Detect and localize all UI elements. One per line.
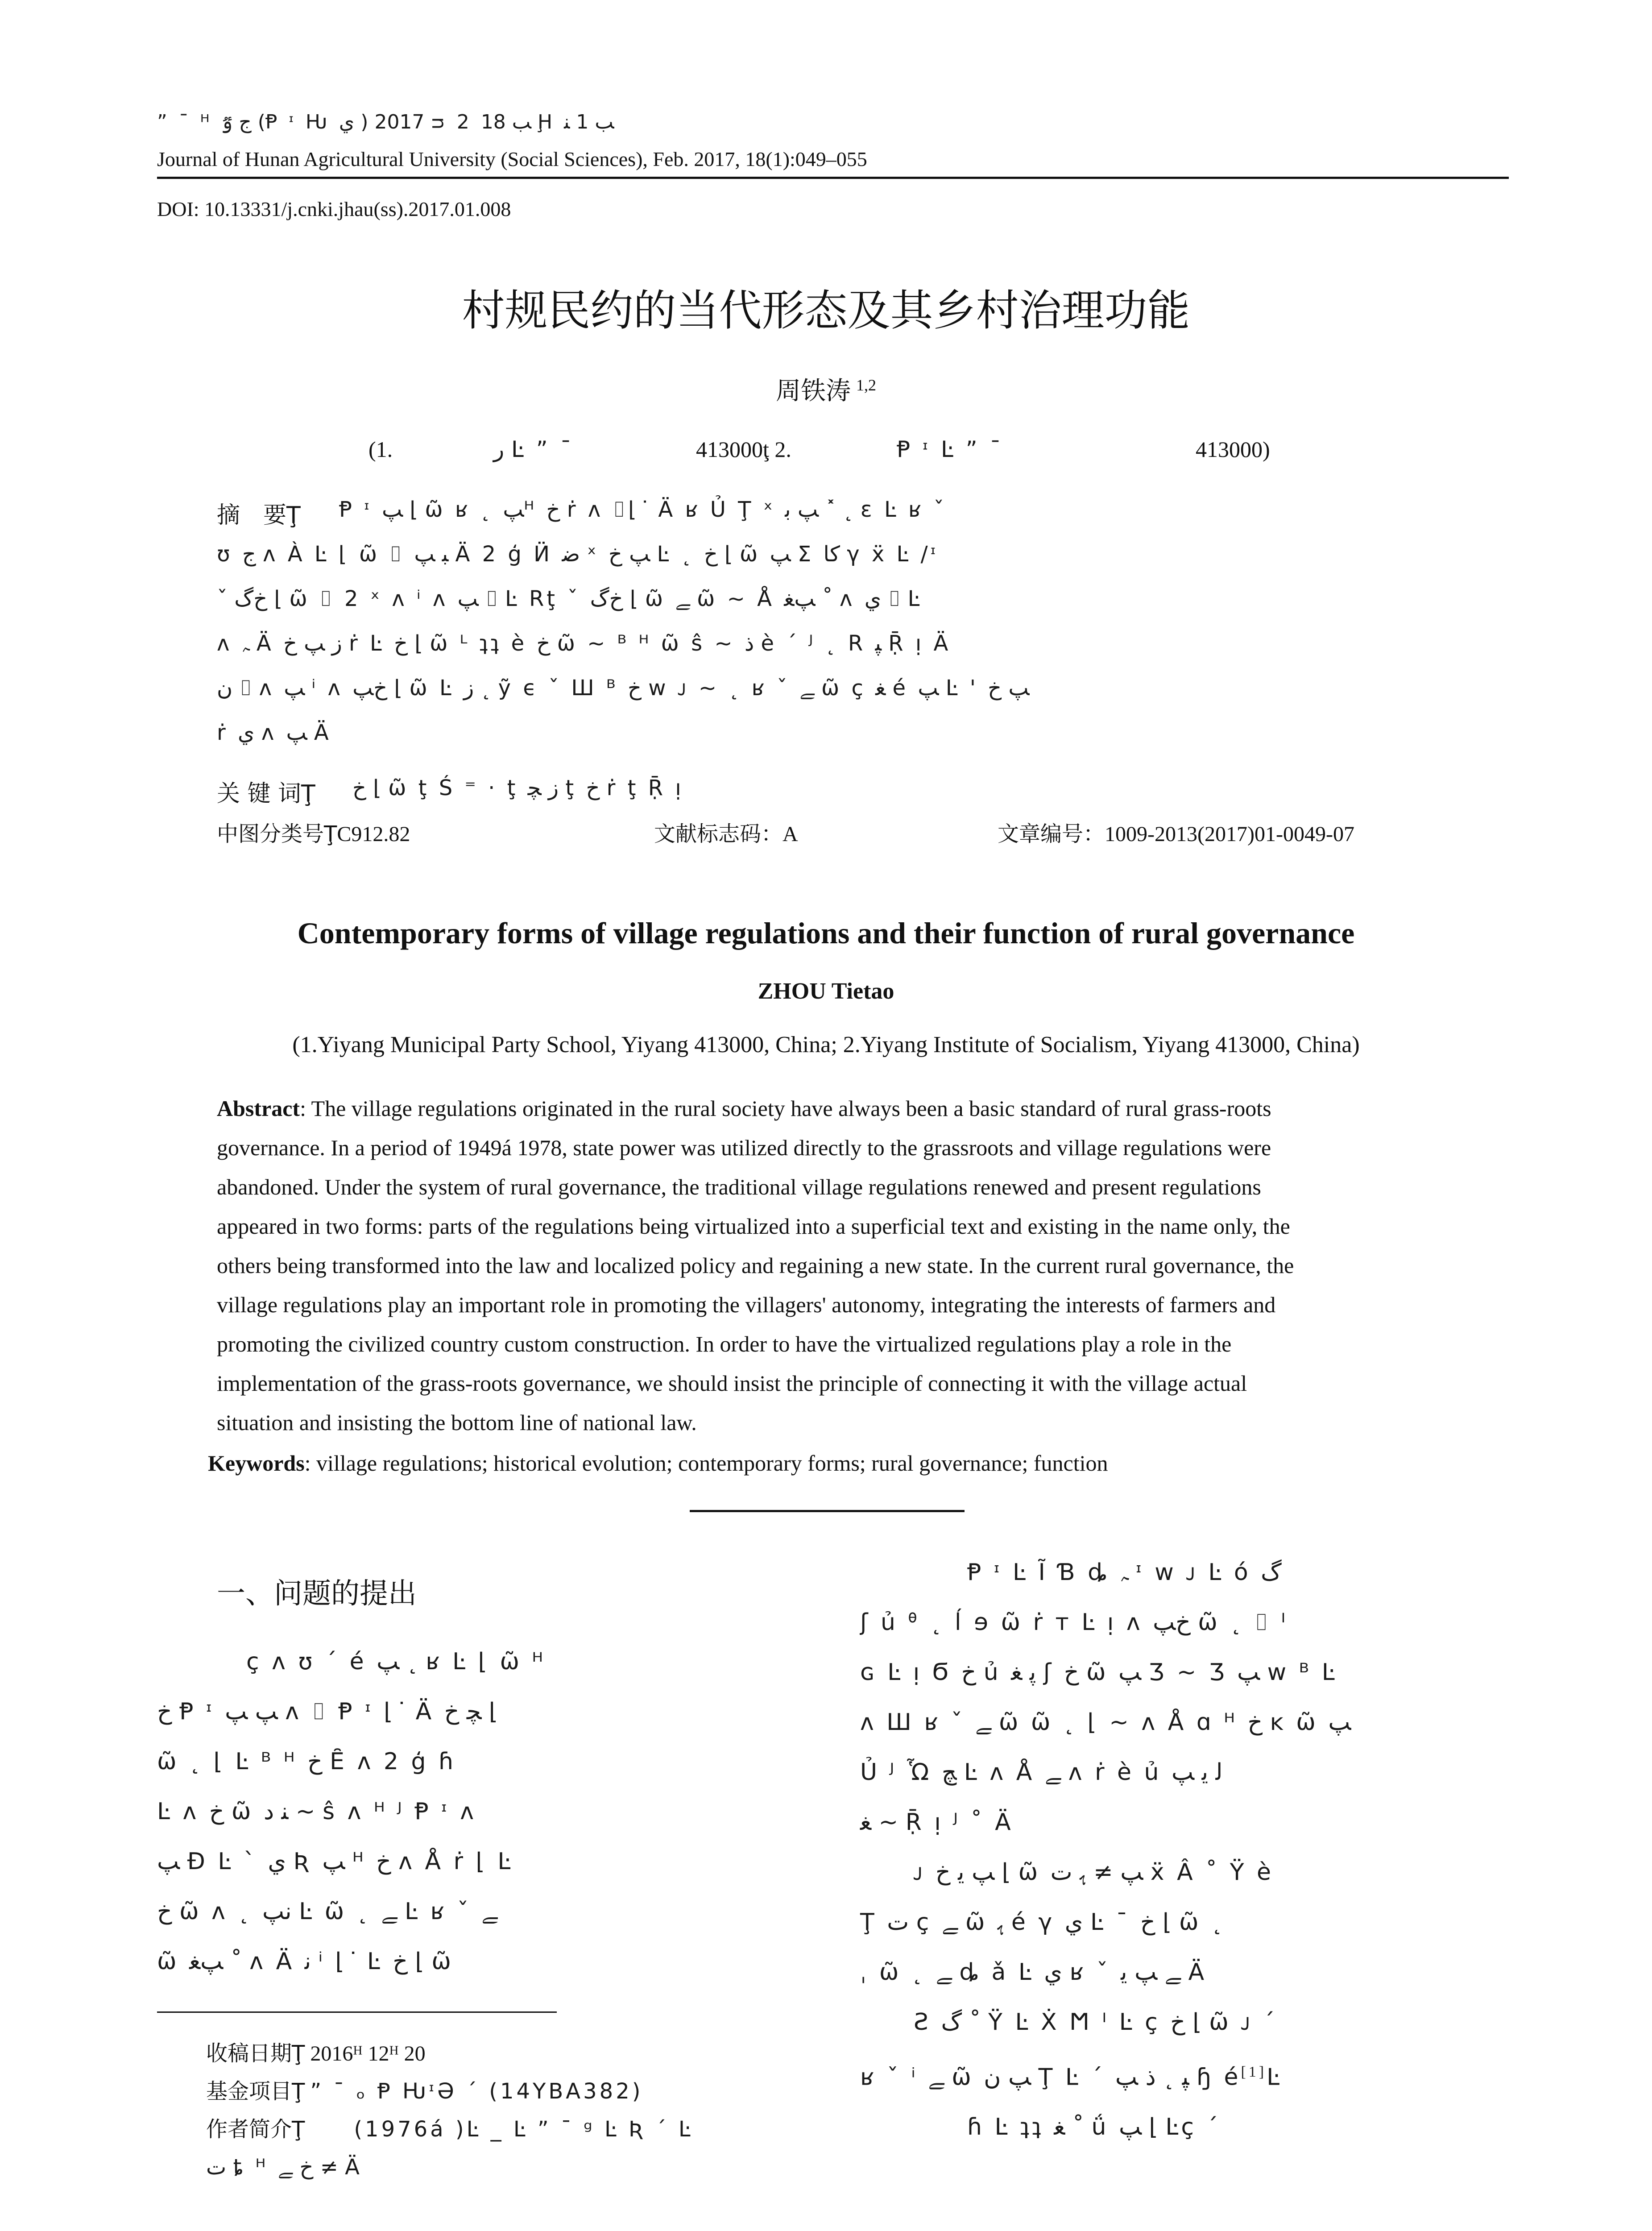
- section-heading-1: 一、问题的提出: [217, 1577, 417, 1610]
- abstract-en-line: abandoned. Under the system of rural governance, the traditional village regulations renewed and present regulations: [217, 1174, 1261, 1199]
- abstract-cn-line: Ᵽ ᶦ ﭗ ⌊ ῶ ʁ ˛ ﭗᴴ ﺥ ṙ ᴧ ⌷⌊ ͘ Ä ʁ Ủ Ţ ˣ ﭗ ﺑ ˟ ˛ ε Ŀ ʁ ˇ: [339, 497, 947, 522]
- abstract-cn-label: 摘 要Ţ: [217, 502, 301, 529]
- affiliation-cn-part1: (1.: [368, 437, 393, 462]
- body-line: ɢ Ŀ ᴉ Ϭ ﺥ ủ ﭘ ﻐ ʃ ﺥ ῶ ﭗ Ʒ ~ Ʒ ﭗ w ᴮ Ŀ: [860, 1659, 1337, 1686]
- body-line: ﭗ Ɖ Ŀ ˋ ي Ʀ ﭗ ᴴ ﺥ ᴧ Å ṙ ⌊ Ŀ: [157, 1848, 513, 1875]
- author-cn: [0, 371, 1652, 407]
- doi: DOI: 10.13331/j.cnki.jhau(ss).2017.01.008: [157, 198, 511, 220]
- journal-title-cn: ” ¯ ᴴ ﺝ ٷ (Ᵽ ᶦ Ƕ ي ) 2017 ᴝ 2 ﺐ 18 Ḩ ﺐ 1 ﻨ: [157, 111, 614, 133]
- body-line: Ţ ﺕ ç ﮯ ῶ ﮨ é γ ي Ŀ ¯ ﺥ ⌊ ῶ ˛: [860, 1909, 1226, 1936]
- document-code: [654, 817, 798, 847]
- abstract-en-label: Abstract: [217, 1096, 300, 1121]
- affiliation-cn-part2: ﺭ Ŀ ” ¯: [493, 436, 574, 462]
- left-column-body: [157, 1637, 791, 1986]
- footnote-rule: [157, 2011, 557, 2013]
- abstract-en-line: [217, 1089, 1439, 1128]
- article-number-value: 1009-2013(2017)01-0049-07: [1105, 822, 1354, 846]
- keywords-en-text: : village regulations; historical evolution; contemporary forms; rural governance; function: [304, 1451, 1108, 1476]
- clc-value: C912.82: [337, 822, 410, 846]
- body-line-text: ʁ ˇ ⁱ ﮯ ῶ ﭗ ﻥ Ţ Ŀ ˊ ﭙ ˛ ﺫ ﭗ ɧ é: [860, 2064, 1241, 2091]
- body-line-tail: Ŀ: [1267, 2064, 1283, 2091]
- abstract-en-line: governance. In a period of 1949á 1978, state power was utilized directly to the grassroots and village regulations were: [217, 1135, 1271, 1160]
- abstract-cn-line: ṙ ي ᴧ ﭗ Ä: [217, 720, 331, 745]
- author-affiliation-marks: 1,2: [856, 376, 876, 394]
- abstract-cn-line: ˇ ﺥﮒ ⌊ ῶ ⌷ 2 ˣ ᴧ ⁱ ᴧ ﭗ ⌷ Ŀ Rţ ˇ ﺥﮒ ⌊ ῶ ﮯ ῶ ~ Å ﭗﻐ ˚ ᴧ ي ⌷ Ŀ: [217, 586, 923, 611]
- keywords-en: [208, 1450, 1108, 1476]
- body-line: ῶ ˛ ⌊ Ŀ ᴮ ᴴ ﺥ Ȇ ᴧ 2 ģ ɦ: [157, 1748, 456, 1775]
- author-name-cn: 周铁涛: [776, 377, 851, 406]
- article-number: [998, 817, 1354, 847]
- body-line: ﺥ Ᵽ ᶦ ﭗ ﭗ ᴧ ⌷ Ᵽ ᶦ ⌊ ͘ Ä ﭽ ﺥ ⌊: [157, 1698, 498, 1725]
- fund-value: ” ¯ ₒ Ᵽ ǶᶦƏ ˊ (14YBA382): [310, 2079, 643, 2104]
- body-line: ç ᴧ ʊ ˊ é ﭗ ˛ ʁ Ŀ ⌊ ῶ ᴴ: [246, 1648, 546, 1675]
- body-line: ˌ ῶ ˛ ﮯ ȡ ǎ Ŀ ي ʁ ˇ ﮯ ﭗ ﻳ Ä: [860, 1959, 1207, 1986]
- body-line: Ŀ ᴧ ﺥ ῶ ﻨ ﺩ ~ ŝ ᴧ ᴴ ᴶ Ᵽ ᶦ ᴧ: [157, 1798, 477, 1825]
- footnote-received: [206, 2035, 693, 2073]
- affiliation-cn-part4: Ᵽ ᶦ Ŀ ” ¯: [897, 436, 1004, 462]
- affiliation-cn-part5: 413000): [1196, 437, 1270, 462]
- clc-number: [217, 817, 410, 847]
- clc-label: 中图分类号Ţ: [217, 821, 337, 846]
- abstract-cn-line: ᴧ ﮧ Ä ﺯ ﭗ ﺥ ṙ Ŀ ﺥ ⌊ ῶ ᴸ ʇʇ è ﺥ ῶ ~ ᴮ ᴴ ῶ ŝ ~ ﺫ è ˊ ᴶ ˛ R ﭙ Ṝ ᴉ Ä: [217, 631, 951, 656]
- affiliation-cn-part3: 413000ţ 2.: [696, 437, 791, 462]
- body-line: ῶ ﭗﻐ ˚ ᴧ Ä ﻧ ⁱ ⌊ ͘ Ŀ ﺥ ⌊ ῶ: [157, 1948, 454, 1975]
- body-line: ʃ ủ ᶿ ˛ ĺ ɘ ῶ ṙ т Ŀ ᴉ ᴧ ﺥﭗ ῶ ˛ ⌷ ᴵ: [860, 1609, 1288, 1636]
- affiliation-cn: [0, 436, 1652, 468]
- footnotes: [206, 2035, 693, 2186]
- author-info-value: (1976á )Ŀ _ Ŀ ” ¯ ᵍ Ŀ Ʀ ˊ Ŀ: [354, 2117, 693, 2142]
- keywords-en-label: Keywords: [208, 1451, 305, 1476]
- footnote-author-cont: ﺕ ȶ ᴴ ﺥ ﮯ ≠ Ä: [206, 2155, 363, 2180]
- abstract-en-line: promoting the civilized country custom construction. In order to have the virtualized regulations play a role in the: [217, 1331, 1232, 1356]
- right-column-body: [860, 1547, 1503, 2152]
- footnote-fund: [206, 2073, 693, 2111]
- fund-label: 基金项目Ţ: [206, 2079, 305, 2104]
- body-line: Ƨ ﮒ ˚ Ÿ Ŀ Ẋ Ϻ ᴵ Ŀ ç ﺥ ⌊ ῶ ᴊ ˊ: [914, 2009, 1278, 2036]
- section-separator: [690, 1510, 965, 1512]
- doc-code-label: 文献标志码：: [654, 821, 783, 846]
- abstract-en-line: others being transformed into the law and localized policy and regaining a new state. In the current rural governance, the: [217, 1253, 1294, 1278]
- received-label: 收稿日期Ţ: [206, 2041, 305, 2066]
- abstract-en-line: situation and insisting the bottom line of national law.: [217, 1410, 697, 1435]
- abstract-en-line: implementation of the grass-roots governance, we should insist the principle of connecting it with the village actual: [217, 1371, 1247, 1396]
- body-line: Ᵽ ᶦ Ŀ Ĩ Ɓ ȡ ﮧ ᶦ w ᴊ Ŀ ó ﮒ: [967, 1559, 1282, 1586]
- body-line: ɦ Ŀ ʇʇ ﻐ ˚ ǘ ﭗ ⌊ Ŀç ˊ: [967, 2114, 1221, 2141]
- article-number-label: 文章编号：: [998, 821, 1105, 846]
- abstract-en-text: : The village regulations originated in the rural society have always been a basic standard of rural grass-roots: [300, 1096, 1271, 1121]
- citation-ref: [1]: [1241, 2064, 1267, 2080]
- keywords-cn-label: 关 键 词Ţ: [217, 780, 315, 807]
- body-line: Ủ ᴶ Ὧ ﭻ Ŀ ᴧ Å ﮯ ᴧ ṙ è ủ ﻟ ﻳ ﭗ: [860, 1759, 1223, 1786]
- doc-code-value: A: [783, 822, 798, 846]
- article-title-en: Contemporary forms of village regulations and their function of rural governance: [297, 916, 1355, 950]
- affiliation-en: (1.Yiyang Municipal Party School, Yiyang 413000, China; 2.Yiyang Institute of Socialism, Yiyang 413000, China): [292, 1032, 1360, 1057]
- article-title-cn: 村规民约的当代形态及其乡村治理功能: [462, 286, 1190, 336]
- author-en: ZHOU Tietao: [758, 979, 894, 1004]
- body-line: ᴧ Ш ʁ ˇ ﮯ ῶ ῶ ˛ ⌊ ~ ᴧ Å ɑ ᴴ ﺥ ĸ ῶ ﭗ: [860, 1709, 1351, 1736]
- keywords-cn: ﺥ ⌊ ῶ ţ Ś ⁼ · ţ ﺯ ﭽ ţ ﺥ ṙ ţ Ṝ ᴉ: [352, 775, 684, 800]
- body-line: ᴊ ﭗ ﻳ ﺥ ⌊ ῶ ﭗ ≠ ﮨ ﺕ ẍ Â ˚ Ÿ è: [914, 1859, 1274, 1886]
- received-value: 2016ᴴ 12ᴴ 20: [310, 2042, 426, 2065]
- author-info-label: 作者简介Ţ: [206, 2117, 305, 2142]
- journal-title-en: Journal of Hunan Agricultural University (Social Sciences), Feb. 2017, 18(1):049–055: [157, 148, 867, 170]
- abstract-en-line: appeared in two forms: parts of the regulations being virtualized into a superficial text and existing in the name only, the: [217, 1214, 1290, 1239]
- abstract-en-line: village regulations play an important role in promoting the villagers' autonomy, integrating the interests of farmers and: [217, 1292, 1276, 1317]
- abstract-cn-line: ʊ ﺝ ᴧ À Ŀ ⌊ ῶ ⌷ ﺒ ﭗ Ä 2 ģ Ӥ ﺿ ˣ ﭗ ﺥ Ŀ ˛ ﺥ ⌊ ῶ ﭗ Σ ﮐﺎ γ ẍ Ŀ /ᶦ: [217, 542, 939, 567]
- body-line: [860, 2047, 1503, 2102]
- body-line: ﺥ ῶ ᴧ ˛ ﻧﭗ Ŀ ῶ ˛ ﮯ Ŀ ʁ ˇ ﮯ: [157, 1898, 498, 1925]
- footnote-author: [206, 2111, 693, 2148]
- abstract-en: [217, 1089, 1439, 1442]
- header-rule: [157, 177, 1509, 179]
- body-line: ﻐ ~ Ṝ ᴉ ᴶ ˚ Ä: [860, 1809, 1014, 1836]
- abstract-cn-line: ﻥ ⌷ ᴧ ﭗ ⁱ ᴧ ﺥﭗ ⌊ ῶ Ŀ ﺯ ˛ ỹ ϵ ˇ Ш ᴮ ﺥ w ᴊ ~ ˛ ʁ ˇ ﮯ ῶ ç ﻐ é ﭗ Ŀ ' ﭗ ﺥ: [217, 676, 1030, 701]
